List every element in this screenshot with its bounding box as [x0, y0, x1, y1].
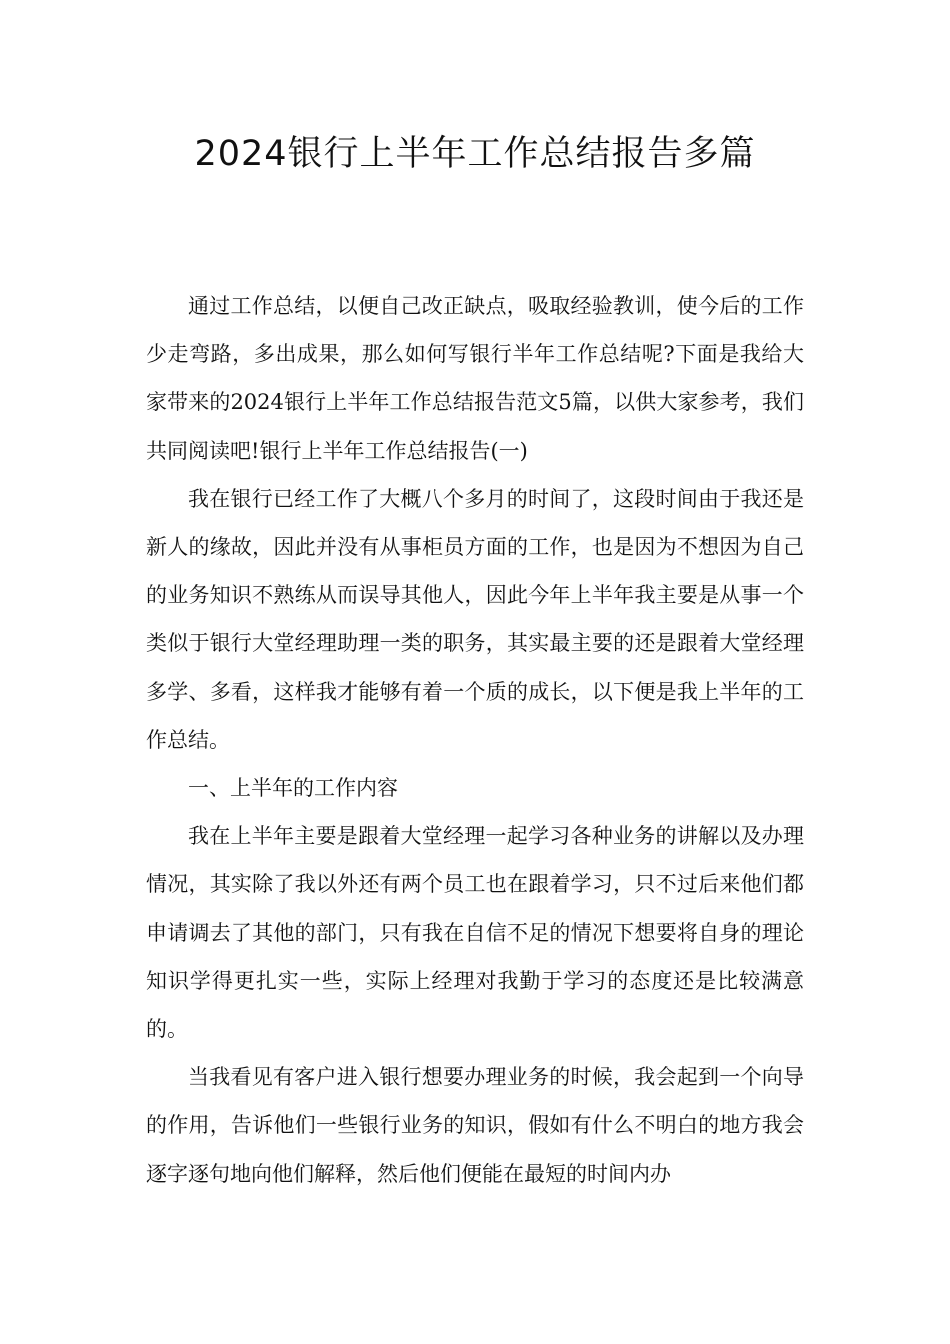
- paragraph-intro: 通过工作总结，以便自己改正缺点，吸取经验教训，使今后的工作少走弯路，多出成果，那么如何写银行半年工作总结呢?下面是我给大家带来的2024银行上半年工作总结报告范文5篇，以供大家参考，我们共同阅读吧!银行上半年工作总结报告(一): [146, 294, 804, 463]
- paragraph-customer-guide: 当我看见有客户进入银行想要办理业务的时候，我会起到一个向导的作用，告诉他们一些银行业务的知识，假如有什么不明白的地方我会逐字逐句地向他们解释，然后他们便能在最短的时间内办: [146, 1065, 804, 1186]
- paragraph-background: 我在银行已经工作了大概八个多月的时间了，这段时间由于我还是新人的缘故，因此并没有从事柜员方面的工作，也是因为不想因为自己的业务知识不熟练从而误导其他人，因此今年上半年我主要是从事一个类似于银行大堂经理助理一类的职务，其实最主要的还是跟着大堂经理多学、多看，这样我才能够有着一个质的成长，以下便是我上半年的工作总结。: [146, 486, 804, 752]
- document-body: [146, 282, 804, 1198]
- section-heading: 一、上半年的工作内容: [188, 776, 398, 801]
- document-title: 2024银行上半年工作总结报告多篇: [194, 134, 756, 174]
- paragraph-work-content: 我在上半年主要是跟着大堂经理一起学习各种业务的讲解以及办理情况，其实除了我以外还有两个员工也在跟着学习，只不过后来他们都申请调去了其他的部门，只有我在自信不足的情况下想要将自身的理论知识学得更扎实一些，实际上经理对我勤于学习的态度还是比较满意的。: [146, 824, 804, 1042]
